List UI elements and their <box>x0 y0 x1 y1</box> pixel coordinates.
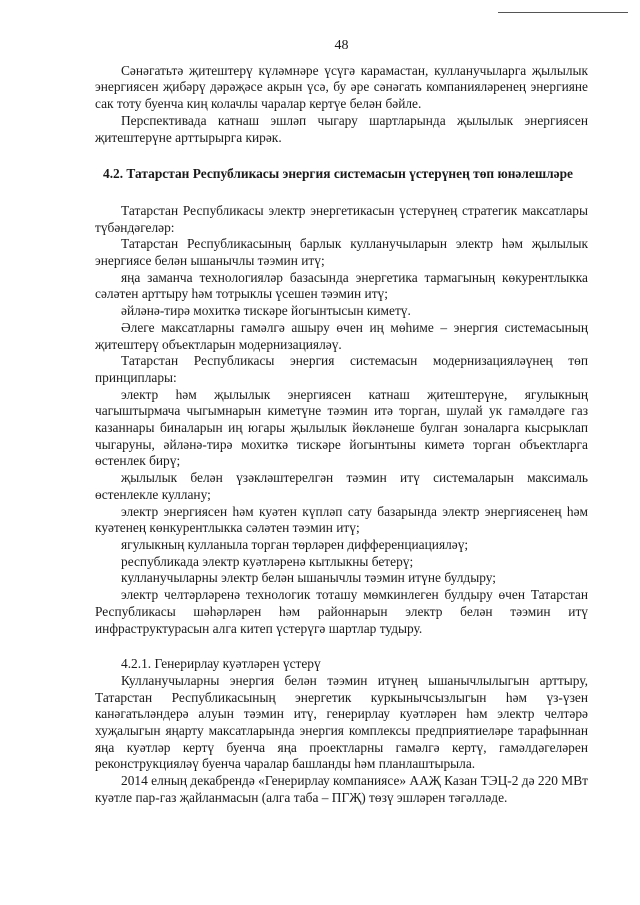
list-item: электр һәм җылылык энергиясен катнаш җитештерүне, ягулыкның чагыштырмача чыгымнарын киметүне тәэмин итә торган, шулай ук гамәлдәге газ казаннары биналарын иң югары җылылык йөкләнеше булган зоналарга кысрыклап чыгаруны, әйләнә-тирә мохиткә тискәре йогынтыны киметә торган объектларга өстенлек бирү; <box>95 386 588 469</box>
paragraph: Сәнәгатьтә җитештерү күләмнәре үсүгә карамастан, кулланучыларга җылылык энергиясен җибәрү дәрәҗәсе акрын үсә, бу әре сәнәгать компанияләренең энергияне сак тоту буенча киң колачлы чаралар кертүе белән бәйле. <box>95 62 588 112</box>
paragraph: Татарстан Республикасы энергия системасын модернизацияләүнең төп принциплары: <box>95 353 588 385</box>
list-item: җылылык белән үзәкләштерелгән тәэмин итү системаларын максималь өстенлекле куллану; <box>95 470 588 502</box>
list-item: әйләнә-тирә мохиткә тискәре йогынтысын киметү. <box>121 303 411 319</box>
list-item: ягулыкның кулланыла торган төрләрен дифференциацияләү; <box>121 536 469 552</box>
top-rule <box>498 12 628 13</box>
paragraph: 2014 елның декабрендә «Генерирлау компаниясе» ААҖ Казан ТЭЦ-2 дә 220 МВт куәтле пар-газ җайланмасын (алга таба – ПГҖ) төзү эшләрен тәгәлләде. <box>95 773 588 805</box>
document-page <box>95 38 588 807</box>
list-item: республикада электр куәтләренә кытлыкны бетерү; <box>121 553 414 569</box>
subsection-heading: 4.2.1. Генерирлау куәтләрен үстерү <box>121 656 321 672</box>
paragraph: Перспективада катнаш эшләп чыгару шартларында җылылык энергиясен җитештерүне арттырырга кирәк. <box>95 112 588 145</box>
page-number: 48 <box>334 38 349 53</box>
paragraph: Татарстан Республикасы электр энергетикасын үстерүнең стратегик максатлары түбәндәгеләр: <box>95 202 588 235</box>
list-item: яңа заманча технологияләр базасында энергетика тармагының көкурентлыкка сәләтен арттыру һәм тотрыклы үсешен тәэмин итү; <box>95 269 588 302</box>
list-item: электр энергиясен һәм куәтен күпләп сату базарында электр энергиясенең һәм куәтенең көнкурентлыкка сәләтен тәэмин итү; <box>95 503 588 536</box>
paragraph: Кулланучыларны энергия белән тәэмин итүнең ышанычлылыгын арттыру, Татарстан Республикасының энергетик куркынычсызлыгын һәм үз-үзен канәгатьләндерә алуын тәэмин итү, генерирлау куәтләрен һәм электр челтәрә хуҗалыгын яңарту максатларында энергия комплексы предприятиеләре тарафыннан яңа куәтләр кертү буенча яңа проектларны гамәлгә кертү, гамәлдәгеләрен реконструкцияләү буенча чаралар башланды һәм планлаштырыла. <box>95 672 588 772</box>
list-item: кулланучыларны электр белән ышанычлы тәэмин итүне булдыру; <box>121 570 496 586</box>
section-heading: 4.2. Татарстан Республикасы энергия системасын үстерүнең төп юнәлешләре <box>103 166 573 182</box>
list-item: электр челтәрләренә технологик тоташу мөмкинлеген булдыру өчен Татарстан Республикасы шәһәрләрен һәм районнарын электр белән тәэмин итү инфраструктурасын алга китеп үстерүгә шартлар тудыру. <box>95 587 588 636</box>
list-item: Татарстан Республикасының барлык кулланучыларын электр һәм җылылык энергиясе белән ышанычлы тәэмин итү; <box>95 236 588 269</box>
paragraph: Әлеге максатларны гамәлгә ашыру өчен иң мөһиме – энергия системасының җитештерү объектларын модернизацияләү. <box>95 319 588 352</box>
